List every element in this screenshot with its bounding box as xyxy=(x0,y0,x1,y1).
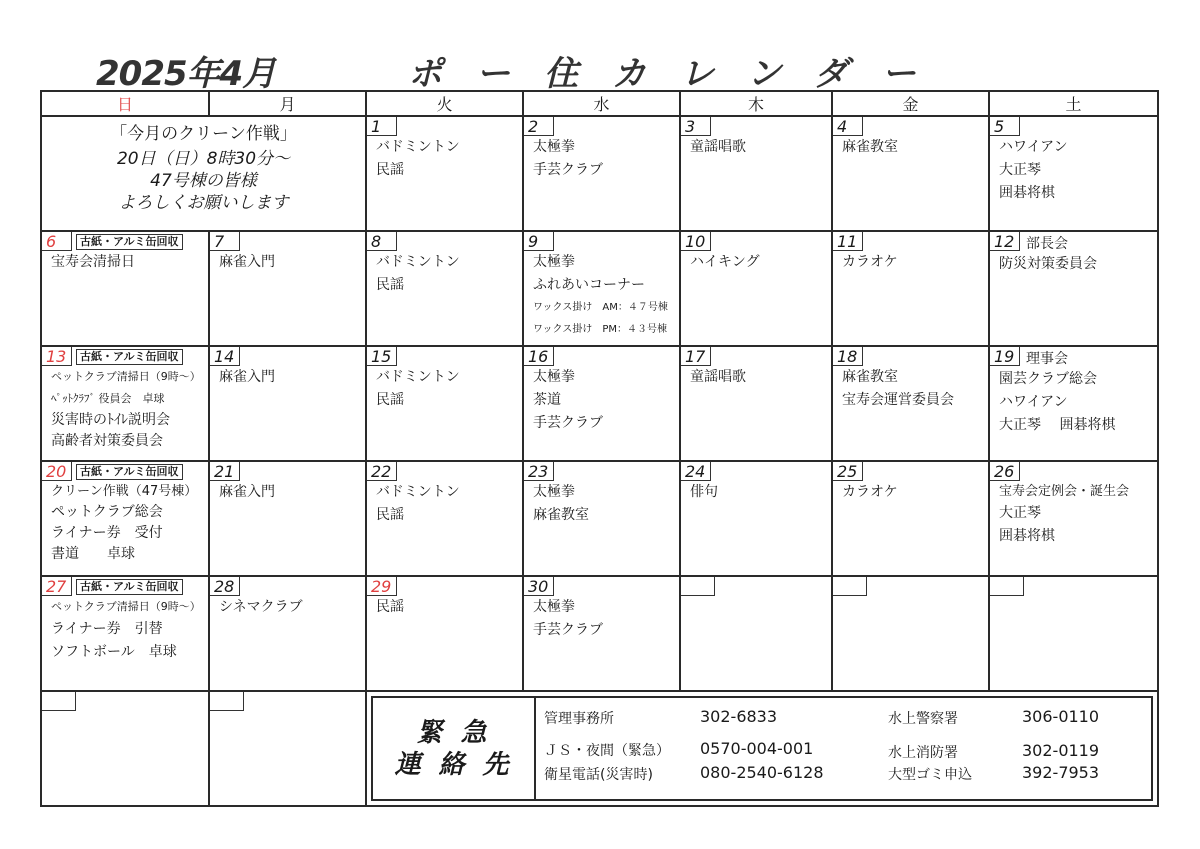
day-cell[interactable] xyxy=(680,346,832,461)
event: ライナー券 引替 xyxy=(51,621,163,637)
weekday-wed: 水 xyxy=(523,91,680,116)
event: シネマクラブ xyxy=(219,599,303,615)
contact-name: 水上警察署 xyxy=(888,711,958,727)
event: 囲碁将棋 xyxy=(999,528,1055,544)
event: ハワイアン xyxy=(999,139,1068,155)
event: 麻雀入門 xyxy=(219,369,275,385)
notice-line: 47号棟の皆様 xyxy=(150,171,257,191)
event: 大正琴 xyxy=(999,162,1041,178)
event: 大正琴 xyxy=(999,505,1041,521)
week-row-1 xyxy=(41,116,1158,231)
event: 太極拳 xyxy=(533,484,575,500)
day-number: 17 xyxy=(681,347,711,366)
day-cell[interactable] xyxy=(41,461,209,576)
event: カラオケ xyxy=(842,484,898,500)
event: ペットクラブ清掃日（9時～） xyxy=(51,600,201,613)
day-cell[interactable] xyxy=(209,576,366,691)
day-cell[interactable] xyxy=(366,576,523,691)
weekday-sat: 土 xyxy=(989,91,1158,116)
day-number-box xyxy=(681,577,715,596)
day-cell[interactable] xyxy=(989,231,1158,346)
event: クリーン作戦（47号棟） xyxy=(51,484,198,499)
day-cell[interactable] xyxy=(989,346,1158,461)
event: 民謡 xyxy=(376,392,404,408)
event: 太極拳 xyxy=(533,254,575,270)
event: 宝寿会清掃日 xyxy=(51,254,135,270)
event: ワックス掛け AM：４７号棟 xyxy=(533,302,668,313)
event: 民謡 xyxy=(376,507,404,523)
week-row-2 xyxy=(41,231,1158,346)
recycling-badge: 古紙・アルミ缶回収 xyxy=(76,464,183,480)
event: 民謡 xyxy=(376,162,404,178)
day-cell[interactable] xyxy=(41,576,209,691)
calendar-month: 2025年4月 xyxy=(96,54,276,94)
event: 麻雀教室 xyxy=(842,369,898,385)
event: 俳句 xyxy=(690,484,718,500)
event: バドミントン xyxy=(376,254,460,270)
event: 災害時のﾄｲﾚ説明会 xyxy=(51,412,170,428)
day-number: 8 xyxy=(367,232,397,251)
day-number: 19 xyxy=(990,347,1020,366)
event: 童謡唱歌 xyxy=(690,369,746,385)
day-number: 26 xyxy=(990,462,1020,481)
weekday-header xyxy=(41,91,1158,116)
event: 書道 卓球 xyxy=(51,546,135,562)
empty-day-cell xyxy=(989,576,1158,691)
header-event: 部長会 xyxy=(1026,236,1068,252)
notice-cell xyxy=(41,116,366,231)
day-cell[interactable] xyxy=(832,346,989,461)
notice-line: よろしくお願いします xyxy=(118,193,289,213)
event: ペットクラブ総会 xyxy=(51,504,163,520)
event: 園芸クラブ総会 xyxy=(999,371,1097,387)
recycling-badge: 古紙・アルミ缶回収 xyxy=(76,349,183,365)
event: 民謡 xyxy=(376,277,404,293)
event: バドミントン xyxy=(376,139,460,155)
day-number-box xyxy=(833,577,867,596)
day-number: 24 xyxy=(681,462,711,481)
contact-phone[interactable]: 302-0119 xyxy=(1022,741,1100,760)
event: ワックス掛け PM：４３号棟 xyxy=(533,324,668,335)
event: ハイキング xyxy=(690,254,760,270)
contact-phone[interactable]: 392-7953 xyxy=(1022,763,1100,782)
contact-list xyxy=(536,698,1151,799)
emergency-contacts-cell xyxy=(366,691,1158,806)
day-number: 21 xyxy=(210,462,240,481)
event: 宝寿会運営委員会 xyxy=(842,392,954,408)
emergency-contacts xyxy=(371,696,1153,801)
event: 宝寿会定例会・誕生会 xyxy=(999,484,1130,499)
event: 手芸クラブ xyxy=(533,162,603,178)
day-number-box xyxy=(210,692,244,711)
notice-line: 「今月のクリーン作戦」 xyxy=(110,124,297,144)
weekday-mon: 月 xyxy=(209,91,366,116)
contact-name: 水上消防署 xyxy=(888,745,958,761)
contact-name: 大型ゴミ申込 xyxy=(888,767,972,783)
event: 茶道 xyxy=(533,392,561,408)
day-cell[interactable] xyxy=(989,461,1158,576)
event: 高齢者対策委員会 xyxy=(51,433,163,449)
event: バドミントン xyxy=(376,484,460,500)
event: 手芸クラブ xyxy=(533,622,603,638)
week-row-6 xyxy=(41,691,1158,806)
day-number: 13 xyxy=(42,347,72,366)
empty-day-cell xyxy=(209,691,366,806)
event: 太極拳 xyxy=(533,139,575,155)
day-number: 5 xyxy=(990,117,1020,136)
day-number: 10 xyxy=(681,232,711,251)
day-cell[interactable] xyxy=(209,346,366,461)
event: 大正琴 囲碁将棋 xyxy=(999,417,1116,433)
day-number-box xyxy=(42,692,76,711)
weekday-tue: 火 xyxy=(366,91,523,116)
contact-phone[interactable]: 0570-004-001 xyxy=(700,739,814,758)
emergency-label xyxy=(373,698,536,799)
day-number: 12 xyxy=(990,232,1020,251)
event: 麻雀教室 xyxy=(842,139,898,155)
day-number: 30 xyxy=(524,577,554,596)
day-number: 6 xyxy=(42,232,72,251)
event: 太極拳 xyxy=(533,599,575,615)
week-row-3 xyxy=(41,346,1158,461)
day-cell[interactable] xyxy=(832,461,989,576)
day-number: 18 xyxy=(833,347,863,366)
day-cell[interactable] xyxy=(832,231,989,346)
day-number: 3 xyxy=(681,117,711,136)
day-number: 27 xyxy=(42,577,72,596)
event: ﾍﾟｯﾄｸﾗﾌﾞ 役員会 卓球 xyxy=(51,392,165,405)
calendar-title: ポー住カレンダー xyxy=(408,54,950,94)
event: 麻雀入門 xyxy=(219,484,275,500)
event: ふれあいコーナー xyxy=(533,277,645,293)
event: 麻雀教室 xyxy=(533,507,589,523)
event: 童謡唱歌 xyxy=(690,139,746,155)
weekday-fri: 金 xyxy=(832,91,989,116)
contact-name: 管理事務所 xyxy=(544,711,614,727)
day-cell[interactable] xyxy=(680,461,832,576)
day-cell[interactable] xyxy=(523,346,680,461)
notice-line: 20日（日）8時30分～ xyxy=(116,149,291,169)
emergency-label-line: 連絡先 xyxy=(394,749,527,780)
day-cell[interactable] xyxy=(680,231,832,346)
empty-day-cell xyxy=(680,576,832,691)
contact-phone[interactable]: 080-2540-6128 xyxy=(700,763,824,782)
contact-phone[interactable]: 302-6833 xyxy=(700,707,778,726)
week-row-5 xyxy=(41,576,1158,691)
day-number: 29 xyxy=(367,577,397,596)
day-number: 22 xyxy=(367,462,397,481)
weekday-thu: 木 xyxy=(680,91,832,116)
day-cell[interactable] xyxy=(366,346,523,461)
event: 太極拳 xyxy=(533,369,575,385)
day-number-box xyxy=(990,577,1024,596)
event: ペットクラブ清掃日（9時～） xyxy=(51,370,201,383)
weekday-sun: 日 xyxy=(41,91,209,116)
event: 民謡 xyxy=(376,599,404,615)
recycling-badge: 古紙・アルミ缶回収 xyxy=(76,579,183,595)
event: ソフトボール 卓球 xyxy=(51,644,177,660)
day-cell[interactable] xyxy=(366,231,523,346)
day-number: 20 xyxy=(42,462,72,481)
day-cell[interactable] xyxy=(41,231,209,346)
day-cell[interactable] xyxy=(523,231,680,346)
day-cell[interactable] xyxy=(680,116,832,231)
event: カラオケ xyxy=(842,254,898,270)
day-cell[interactable] xyxy=(209,231,366,346)
event: バドミントン xyxy=(376,369,460,385)
emergency-label-line: 緊急 xyxy=(416,717,505,748)
day-number: 1 xyxy=(367,117,397,136)
day-cell[interactable] xyxy=(366,461,523,576)
contact-name: ＪＳ・夜間（緊急） xyxy=(544,743,670,759)
event: ライナー券 受付 xyxy=(51,525,163,541)
day-cell[interactable] xyxy=(523,461,680,576)
header-event: 理事会 xyxy=(1026,351,1068,367)
contact-name: 衛星電話(災害時) xyxy=(544,767,653,783)
event: 囲碁将棋 xyxy=(999,185,1055,201)
day-number: 2 xyxy=(524,117,554,136)
day-number: 14 xyxy=(210,347,240,366)
event: 防災対策委員会 xyxy=(999,256,1097,272)
day-number: 9 xyxy=(524,232,554,251)
day-cell[interactable] xyxy=(41,346,209,461)
day-number: 15 xyxy=(367,347,397,366)
day-number: 25 xyxy=(833,462,863,481)
cleanup-notice xyxy=(42,117,365,214)
week-row-4 xyxy=(41,461,1158,576)
day-cell[interactable] xyxy=(366,116,523,231)
event: 手芸クラブ xyxy=(533,415,603,431)
day-number: 23 xyxy=(524,462,554,481)
contact-phone[interactable]: 306-0110 xyxy=(1022,707,1100,726)
recycling-badge: 古紙・アルミ缶回収 xyxy=(76,234,183,250)
empty-day-cell xyxy=(41,691,209,806)
day-cell[interactable] xyxy=(523,576,680,691)
day-number: 4 xyxy=(833,117,863,136)
day-cell[interactable] xyxy=(989,116,1158,231)
day-number: 11 xyxy=(833,232,863,251)
calendar-grid xyxy=(40,90,1159,807)
day-number: 7 xyxy=(210,232,240,251)
event: 麻雀入門 xyxy=(219,254,275,270)
empty-day-cell xyxy=(832,576,989,691)
event: ハワイアン xyxy=(999,394,1068,410)
day-cell[interactable] xyxy=(209,461,366,576)
day-cell[interactable] xyxy=(832,116,989,231)
day-number: 16 xyxy=(524,347,554,366)
day-cell[interactable] xyxy=(523,116,680,231)
day-number: 28 xyxy=(210,577,240,596)
